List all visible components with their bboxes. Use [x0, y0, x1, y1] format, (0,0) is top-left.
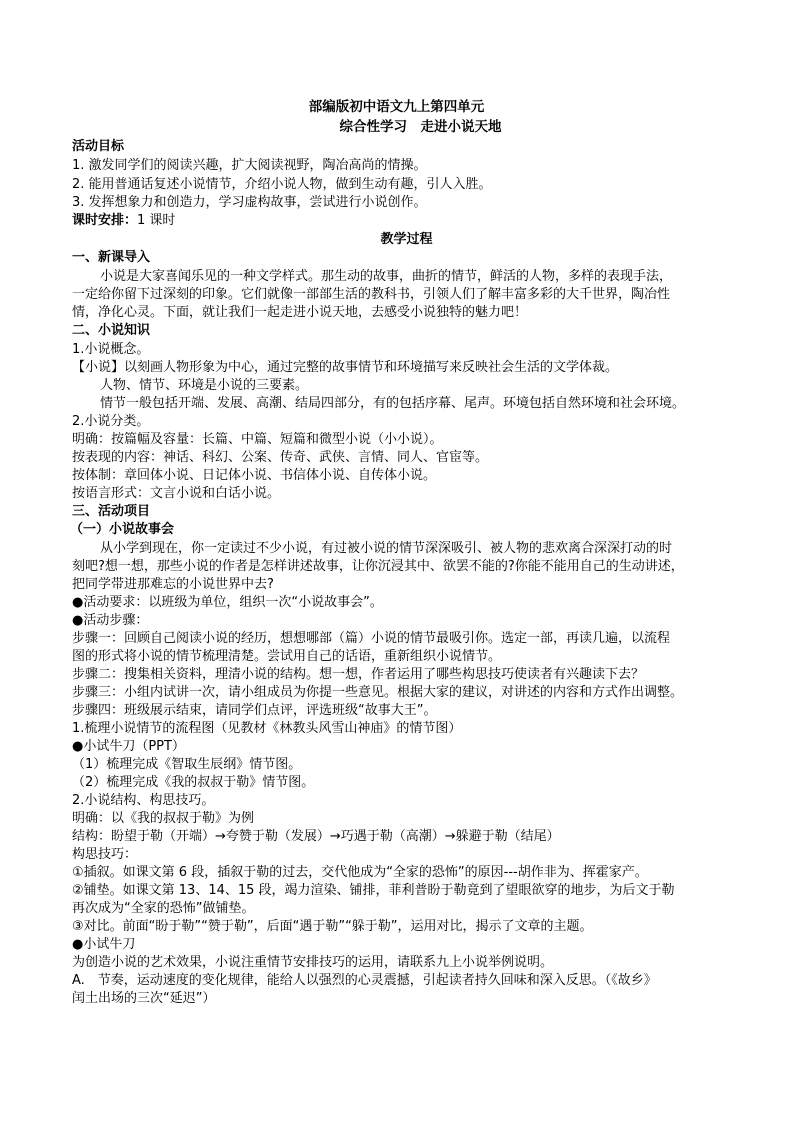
- paragraph-line: ①插叙。如课文第 6 段，插叙于勒的过去，交代他成为“全家的恐怖”的原因---胡作非为、挥霍家产。: [72, 865, 648, 880]
- paragraph-line: 把同学带进那难忘的小说世界中去?: [72, 577, 274, 592]
- paragraph-line: 图的形式将小说的情节梳理清楚。尝试用自己的话语，重新组织小说情节。: [72, 649, 502, 664]
- paragraph-line: 1.小说概念。: [72, 342, 150, 357]
- paragraph-line: 刻吧?想一想，那些小说的作者是怎样讲述故事，让你沉浸其中、欲罢不能的?你能不能用自己的生动讲述，: [72, 559, 684, 574]
- paragraph-line: （2）梳理完成《我的叔叔于勒》情节图。: [72, 775, 315, 790]
- goal-item: 1. 激发同学们的阅读兴趣，扩大阅读视野，陶冶高尚的情操。: [72, 158, 427, 173]
- hours-line: [72, 212, 175, 229]
- paragraph-line: 按体制：章回体小说、日记体小说、书信体小说、自传体小说。: [72, 468, 437, 483]
- doc-title: 部编版初中语文九上第四单元: [308, 99, 485, 115]
- hours-label: 课时安排：: [72, 213, 138, 228]
- paragraph-line: 人物、情节、环境是小说的三要素。: [100, 378, 309, 393]
- section-heading: 一、新课导入: [72, 250, 151, 265]
- paragraph-line: 步骤四：班级展示结束，请同学们点评，评选班级“故事大王”。: [72, 703, 437, 718]
- paragraph-line: ②铺垫。如课文第 13、14、15 段，竭力渲染、铺排，菲利普盼于勒竟到了望眼欲穿的地步，为后文于勒: [72, 883, 675, 898]
- paragraph-line: 闰土出场的三次“延迟”）: [72, 991, 216, 1006]
- paragraph-line: 明确：按篇幅及容量：长篇、中篇、短篇和微型小说（小小说）。: [72, 432, 443, 447]
- paragraph-line: 结构：盼望于勒（开端）→夸赞于勒（发展）→巧遇于勒（高潮）→躲避于勒（结尾）: [72, 829, 560, 844]
- section-heading: 二、小说知识: [72, 323, 151, 338]
- paragraph-line: 一定给你留下过深刻的印象。它们就像一部部生活的教科书，引领人们了解丰富多彩的大千世界，陶冶性: [72, 287, 671, 302]
- paragraph-line: ●小试牛刀: [72, 937, 136, 952]
- paragraph-line: 按语言形式：文言小说和白话小说。: [72, 486, 281, 501]
- subsection-heading: （一）小说故事会: [70, 522, 175, 537]
- paragraph-line: 步骤一：回顾自己阅读小说的经历，想想哪部（篇）小说的情节最吸引你。选定一部，再读几遍，以流程: [72, 631, 671, 646]
- paragraph-line: 2.小说结构、构思技巧。: [72, 793, 215, 808]
- paragraph-line: （1）梳理完成《智取生辰纲》情节图。: [72, 757, 302, 772]
- paragraph-line: 为创造小说的艺术效果，小说注重情节安排技巧的运用，请联系九上小说举例说明。: [72, 955, 554, 970]
- section-heading: 三、活动项目: [72, 504, 151, 519]
- hours-value: 1 课时: [137, 213, 176, 228]
- paragraph-line: 2.小说分类。: [72, 414, 150, 429]
- paragraph-line: 明确：以《我的叔叔于勒》为例: [72, 811, 255, 826]
- process-heading: 教学过程: [380, 232, 433, 247]
- paragraph-line: ③对比。前面“盼于勒”“赞于勒”，后面“遇于勒”“躲于勒”，运用对比，揭示了文章的主题。: [72, 919, 593, 934]
- paragraph-line: 从小学到现在，你一定读过不少小说，有过被小说的情节深深吸引、被人物的悲欢离合深深打动的时: [100, 541, 673, 556]
- goal-item: 2. 能用普通话复述小说情节，介绍小说人物，做到生动有趣，引人入胜。: [72, 177, 492, 192]
- paragraph-line: 步骤三：小组内试讲一次，请小组成员为你提一些意见。根据大家的建议，对讲述的内容和方式作出调整。: [72, 685, 684, 700]
- paragraph-line: 再次成为“全家的恐怖”做铺垫。: [72, 901, 255, 916]
- paragraph-line: ●活动步骤：: [72, 613, 149, 628]
- paragraph-line: 构思技巧：: [72, 847, 138, 862]
- paragraph-line: 小说是大家喜闻乐见的一种文学样式。那生动的故事，曲折的情节，鲜活的人物，多样的表现手法，: [100, 269, 673, 284]
- paragraph-line: 情节一般包括开端、发展、高潮、结局四部分，有的包括序幕、尾声。环境包括自然环境和社会环境。: [100, 396, 686, 411]
- paragraph-line: 情，净化心灵。下面，就让我们一起走进小说天地，去感受小说独特的魅力吧！: [72, 305, 528, 320]
- paragraph-line: 按表现的内容：神话、科幻、公案、传奇、武侠、言情、同人、官宦等。: [72, 450, 489, 465]
- paragraph-line: 【小说】以刻画人物形象为中心，通过完整的故事情节和环境描写来反映社会生活的文学体裁。: [72, 360, 619, 375]
- paragraph-line: 1.梳理小说情节的流程图（见教材《林教头风雪山神庙》的情节图）: [72, 721, 462, 736]
- paragraph-line: 步骤二：搜集相关资料，理清小说的结构。想一想，作者运用了哪些构思技巧使读者有兴趣读下去？: [72, 667, 645, 682]
- doc-subtitle: 综合性学习 走进小说天地: [339, 119, 502, 135]
- goal-item: 3. 发挥想象力和创造力，学习虚构故事，尝试进行小说创作。: [72, 195, 427, 210]
- paragraph-line: A. 节奏，运动速度的变化规律，能给人以强烈的心灵震撼，引起读者持久回味和深入反思。（《故乡》: [72, 973, 657, 988]
- goals-heading: 活动目标: [72, 139, 125, 154]
- paragraph-line: ●小试牛刀（PPT）: [72, 739, 185, 754]
- paragraph-line: ●活动要求：以班级为单位，组织一次“小说故事会”。: [72, 595, 383, 610]
